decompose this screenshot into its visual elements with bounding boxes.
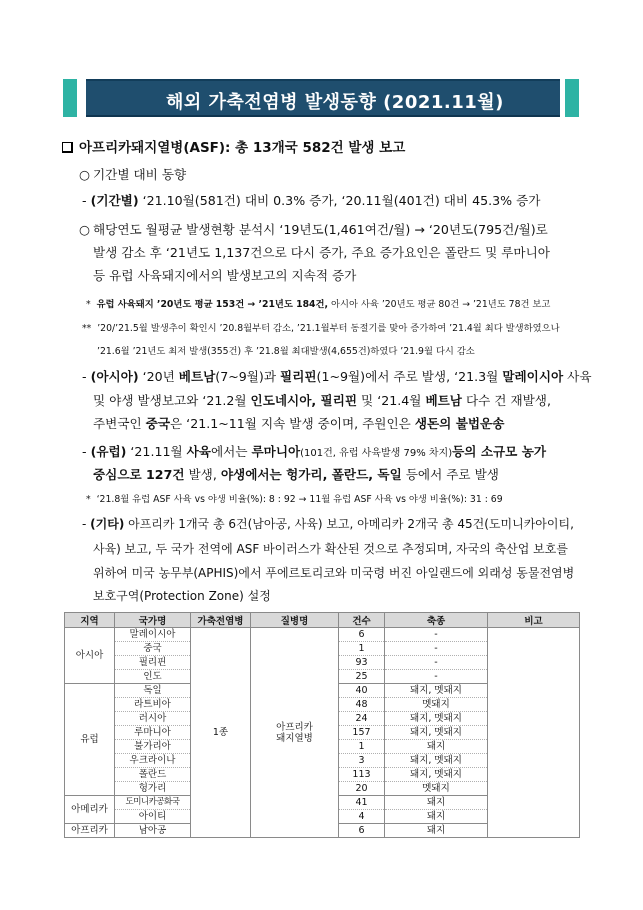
region-cell: 아메리카	[65, 796, 115, 824]
footnote-1: * 유럽 사육돼지 ’20년도 평균 153건 → ’21년도 184건, 아시아 사육 ’20년도 평균 80건 → ’21년도 78건 보고	[86, 299, 551, 310]
species-cell: 멧돼지	[385, 698, 488, 712]
europe-paragraph-l1: - (유럽) ‘21.11월 사육에서는 루마니아(101건, 유럽 사육발생 79% 차지)등의 소규모 농가	[82, 444, 547, 459]
table-header-row	[65, 613, 580, 628]
page-title: 해외 가축전염병 발생동향 (2021.11월)	[166, 92, 504, 113]
country-cell: 중국	[115, 642, 191, 656]
title-banner	[63, 79, 579, 117]
asia-paragraph-l1: - (아시아) ‘20년 베트남(7~9월)과 필리핀(1~9월)에서 주로 발생, ‘21.3월 말레이시아 사육	[82, 369, 592, 384]
disease-name-cell: 아프리카 돼지열병	[251, 628, 339, 838]
country-cell: 우크라이나	[115, 754, 191, 768]
species-cell: 멧돼지	[385, 782, 488, 796]
other-paragraph-l2: 사육) 보고, 두 국가 전역에 ASF 바이러스가 확산된 것으로 추정되며, 자국의 축산업 보호를	[93, 542, 568, 556]
period-heading: ○ 기간별 대비 동향	[79, 167, 187, 182]
other-paragraph-l1: - (기타) 아프리카 1개국 총 6건(남아공, 사육) 보고, 아메리카 2개국 총 45건(도미니카아이티,	[82, 517, 574, 531]
country-cell: 불가리아	[115, 740, 191, 754]
count-cell: 41	[339, 796, 385, 810]
count-cell: 113	[339, 768, 385, 782]
region-cell: 아시아	[65, 628, 115, 684]
species-cell: 돼지	[385, 810, 488, 824]
region-cell: 아프리카	[65, 824, 115, 838]
count-cell: 157	[339, 726, 385, 740]
count-cell: 20	[339, 782, 385, 796]
monthly-analysis-l1: ○ 해당연도 월평균 발생현황 분석시 ‘19년도(1,461여건/월) → ‘20년도(795건/월)로	[79, 222, 548, 237]
count-cell: 25	[339, 670, 385, 684]
country-cell: 루마니아	[115, 726, 191, 740]
count-cell: 24	[339, 712, 385, 726]
country-cell: 독일	[115, 684, 191, 698]
asf-outbreak-table	[64, 612, 580, 838]
other-paragraph-l3: 위하여 미국 농무부(APHIS)에서 푸에르토리코와 미국령 버진 아일랜드에 외래성 동물전염병	[93, 566, 575, 580]
country-cell: 남아공	[115, 824, 191, 838]
country-cell: 도미니카공화국	[115, 796, 191, 810]
monthly-analysis-l3: 등 유럽 사육돼지에서의 발생보고의 지속적 증가	[93, 268, 357, 283]
header-region: 지역	[65, 613, 115, 628]
species-cell: 돼지, 멧돼지	[385, 684, 488, 698]
circle-bullet-icon: ○	[79, 167, 90, 182]
species-cell: 돼지, 멧돼지	[385, 768, 488, 782]
section-heading: 아프리카돼지열병(ASF): 총 13개국 582건 발생 보고	[62, 139, 405, 157]
banner-main	[86, 79, 560, 117]
count-cell: 4	[339, 810, 385, 824]
header-species: 축종	[385, 613, 488, 628]
asia-paragraph-l3: 주변국인 중국은 ‘21.1~11월 지속 발생 중이며, 주원인은 생돈의 불법운송	[93, 416, 505, 431]
country-cell: 라트비아	[115, 698, 191, 712]
species-cell: -	[385, 628, 488, 642]
count-cell: 1	[339, 642, 385, 656]
period-comparison: - (기간별) ‘21.10월(581건) 대비 0.3% 증가, ‘20.11월(401건) 대비 45.3% 증가	[82, 193, 541, 208]
header-remarks: 비고	[488, 613, 580, 628]
count-cell: 6	[339, 628, 385, 642]
header-disease-name: 질병명	[251, 613, 339, 628]
footnote-2-l2: ’21.6월 ’21년도 최저 발생(355건) 후 ’21.8월 최대발생(4,655건)하였다 ’21.9월 다시 감소	[97, 346, 475, 357]
count-cell: 93	[339, 656, 385, 670]
table-row	[65, 628, 580, 642]
species-cell: 돼지	[385, 796, 488, 810]
country-cell: 폴란드	[115, 768, 191, 782]
count-cell: 3	[339, 754, 385, 768]
footnote-3: * ‘21.8월 유럽 ASF 사육 vs 야생 비율(%): 8 : 92 → 11월 유럽 ASF 사육 vs 야생 비율(%): 31 : 69	[86, 494, 503, 505]
count-cell: 48	[339, 698, 385, 712]
species-cell: 돼지, 멧돼지	[385, 712, 488, 726]
monthly-analysis-l2: 발생 감소 후 ‘21년도 1,137건으로 다시 증가, 주요 증가요인은 폴란드 및 루마니아	[93, 245, 550, 260]
species-cell: -	[385, 642, 488, 656]
circle-bullet-icon: ○	[79, 222, 90, 237]
count-cell: 6	[339, 824, 385, 838]
country-cell: 아이티	[115, 810, 191, 824]
remarks-cell	[488, 628, 580, 838]
count-cell: 1	[339, 740, 385, 754]
count-cell: 40	[339, 684, 385, 698]
species-cell: -	[385, 656, 488, 670]
checkbox-square-icon	[62, 142, 73, 153]
europe-paragraph-l2: 중심으로 127건 발생, 야생에서는 헝가리, 폴란드, 독일 등에서 주로 발생	[93, 467, 499, 482]
banner-right-accent	[565, 79, 579, 117]
other-paragraph-l4: 보호구역(Protection Zone) 설정	[93, 589, 271, 603]
species-cell: 돼지	[385, 740, 488, 754]
header-disease-type: 가축전염병	[191, 613, 251, 628]
country-cell: 인도	[115, 670, 191, 684]
asia-paragraph-l2: 및 야생 발생보고와 ‘21.2월 인도네시아, 필리핀 및 ‘21.4월 베트남 다수 건 재발생,	[93, 393, 551, 408]
country-cell: 러시아	[115, 712, 191, 726]
country-cell: 말레이시아	[115, 628, 191, 642]
country-cell: 헝가리	[115, 782, 191, 796]
header-count: 건수	[339, 613, 385, 628]
species-cell: -	[385, 670, 488, 684]
header-country: 국가명	[115, 613, 191, 628]
species-cell: 돼지	[385, 824, 488, 838]
species-cell: 돼지, 멧돼지	[385, 726, 488, 740]
country-cell: 필리핀	[115, 656, 191, 670]
disease-count-cell: 1종	[191, 628, 251, 838]
species-cell: 돼지, 멧돼지	[385, 754, 488, 768]
region-cell: 유럽	[65, 684, 115, 796]
footnote-2-l1: ** ’20/’21.5월 발생추이 확인시 ’20.8월부터 감소, ’21.1월부터 동절기를 맞아 증가하여 ’21.4월 최다 발생하였으나	[82, 323, 560, 334]
banner-left-accent	[63, 79, 77, 117]
